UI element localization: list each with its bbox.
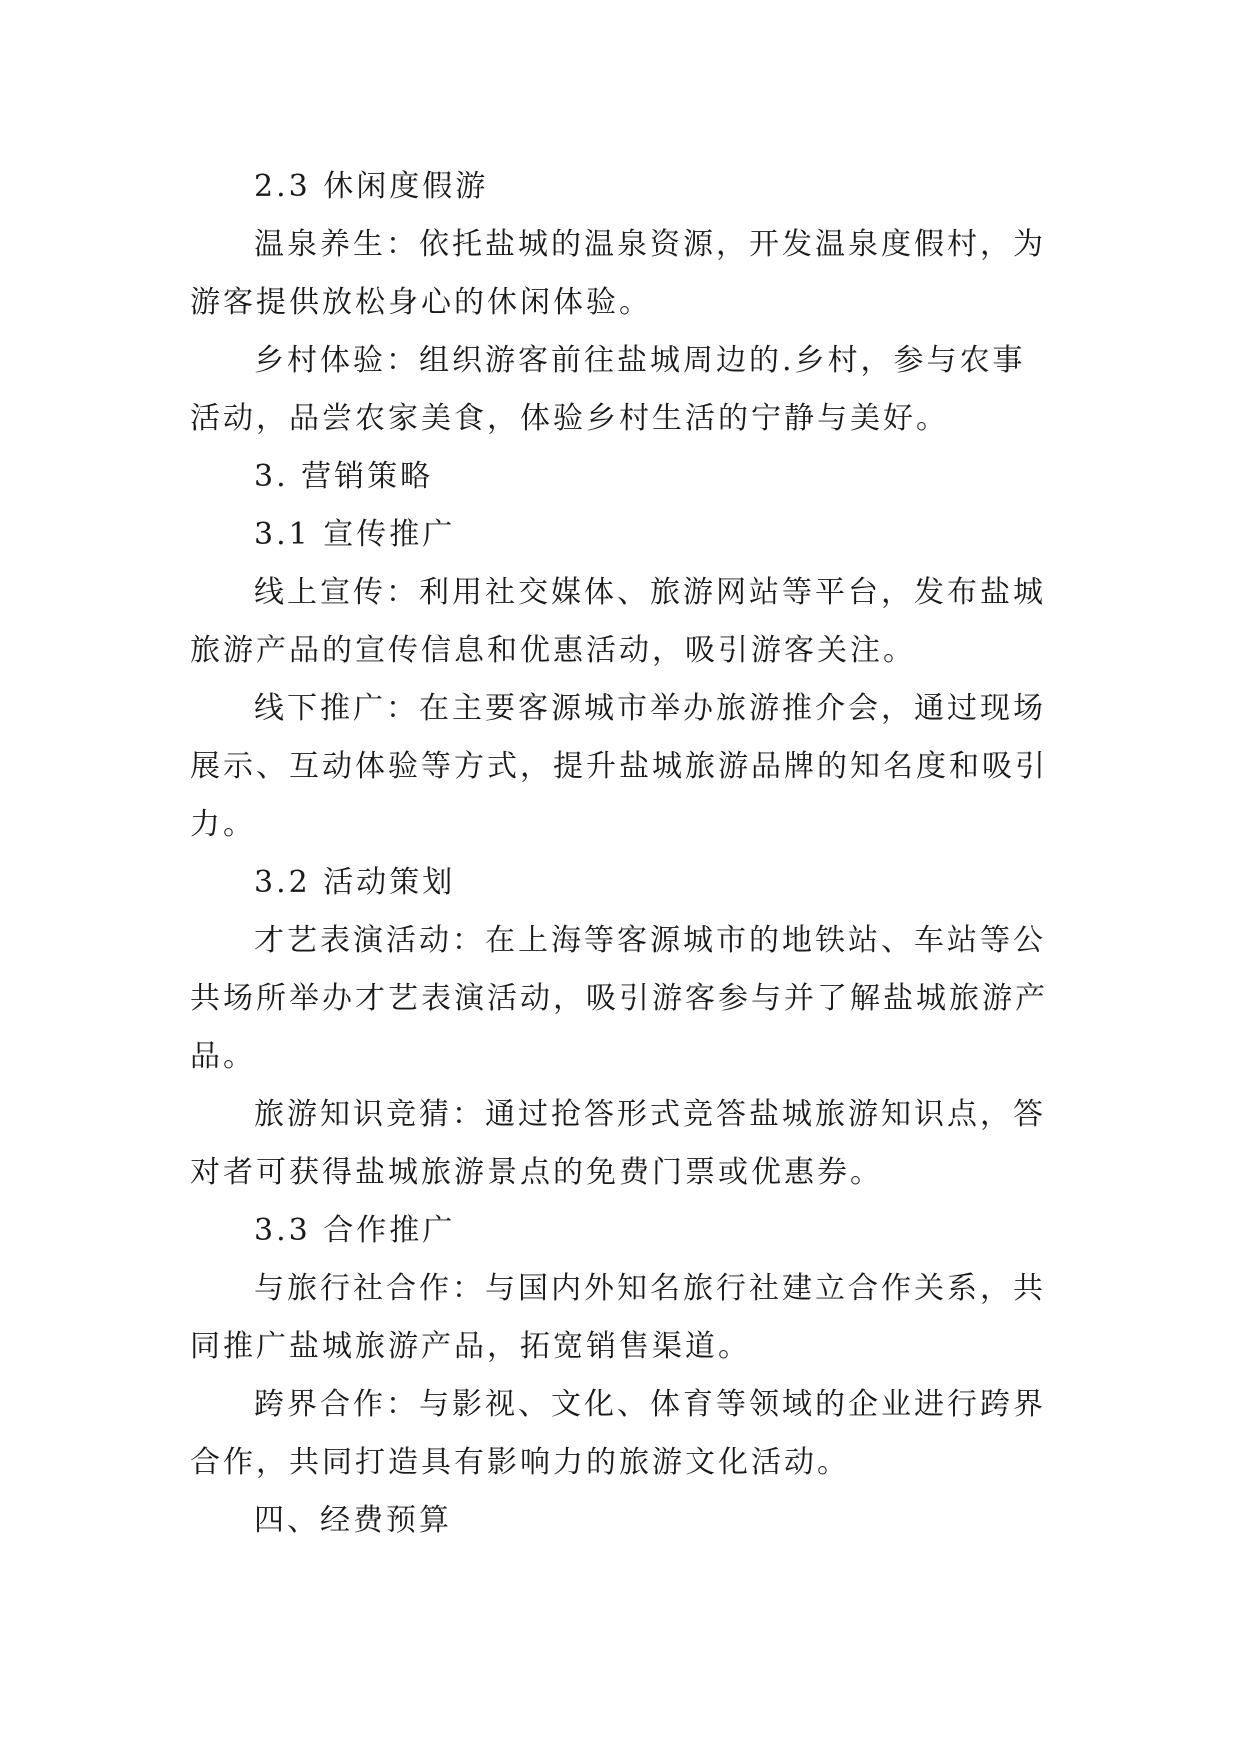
document-body (190, 158, 1050, 1550)
text-line: 游客提供放松身心的休闲体验。 (190, 285, 652, 320)
text-line: 跨界合作：与影视、文化、体育等领域的企业进行跨界 (254, 1387, 1046, 1422)
text-line: 旅游产品的宣传信息和优惠活动，吸引游客关注。 (190, 633, 916, 668)
text-line: 线上宣传：利用社交媒体、旅游网站等平台，发布盐城 (254, 575, 1046, 610)
text-line: 3. 营销策略 (254, 459, 434, 494)
text-line: 3.1 宣传推广 (254, 517, 456, 552)
text-line: 3.2 活动策划 (254, 865, 456, 900)
text-line: 温泉养生：依托盐城的温泉资源，开发温泉度假村，为 (254, 227, 1046, 262)
text-line: 才艺表演活动：在上海等客源城市的地铁站、车站等公 (254, 923, 1046, 958)
text-line: 品。 (190, 1039, 256, 1074)
text-line: 同推广盐城旅游产品，拓宽销售渠道。 (190, 1329, 751, 1364)
text-line: 四、经费预算 (254, 1503, 452, 1538)
text-line: 活动，品尝农家美食，体验乡村生活的宁静与美好。 (190, 401, 949, 436)
text-line: 3.3 合作推广 (254, 1213, 456, 1248)
text-line: 2.3 休闲度假游 (254, 169, 489, 204)
text-line: 合作，共同打造具有影响力的旅游文化活动。 (190, 1445, 850, 1480)
text-line: 展示、互动体验等方式，提升盐城旅游品牌的知名度和吸引 (190, 749, 1048, 784)
text-line: 共场所举办才艺表演活动，吸引游客参与并了解盐城旅游产 (190, 981, 1048, 1016)
text-line: 与旅行社合作：与国内外知名旅行社建立合作关系，共 (254, 1271, 1046, 1306)
text-line: 线下推广：在主要客源城市举办旅游推介会，通过现场 (254, 691, 1046, 726)
text-line: 乡村体验：组织游客前往盐城周边的.乡村，参与农事 (254, 343, 1026, 378)
text-line: 对者可获得盐城旅游景点的免费门票或优惠券。 (190, 1155, 883, 1190)
text-line: 力。 (190, 807, 256, 842)
text-line: 旅游知识竞猜：通过抢答形式竞答盐城旅游知识点，答 (254, 1097, 1046, 1132)
